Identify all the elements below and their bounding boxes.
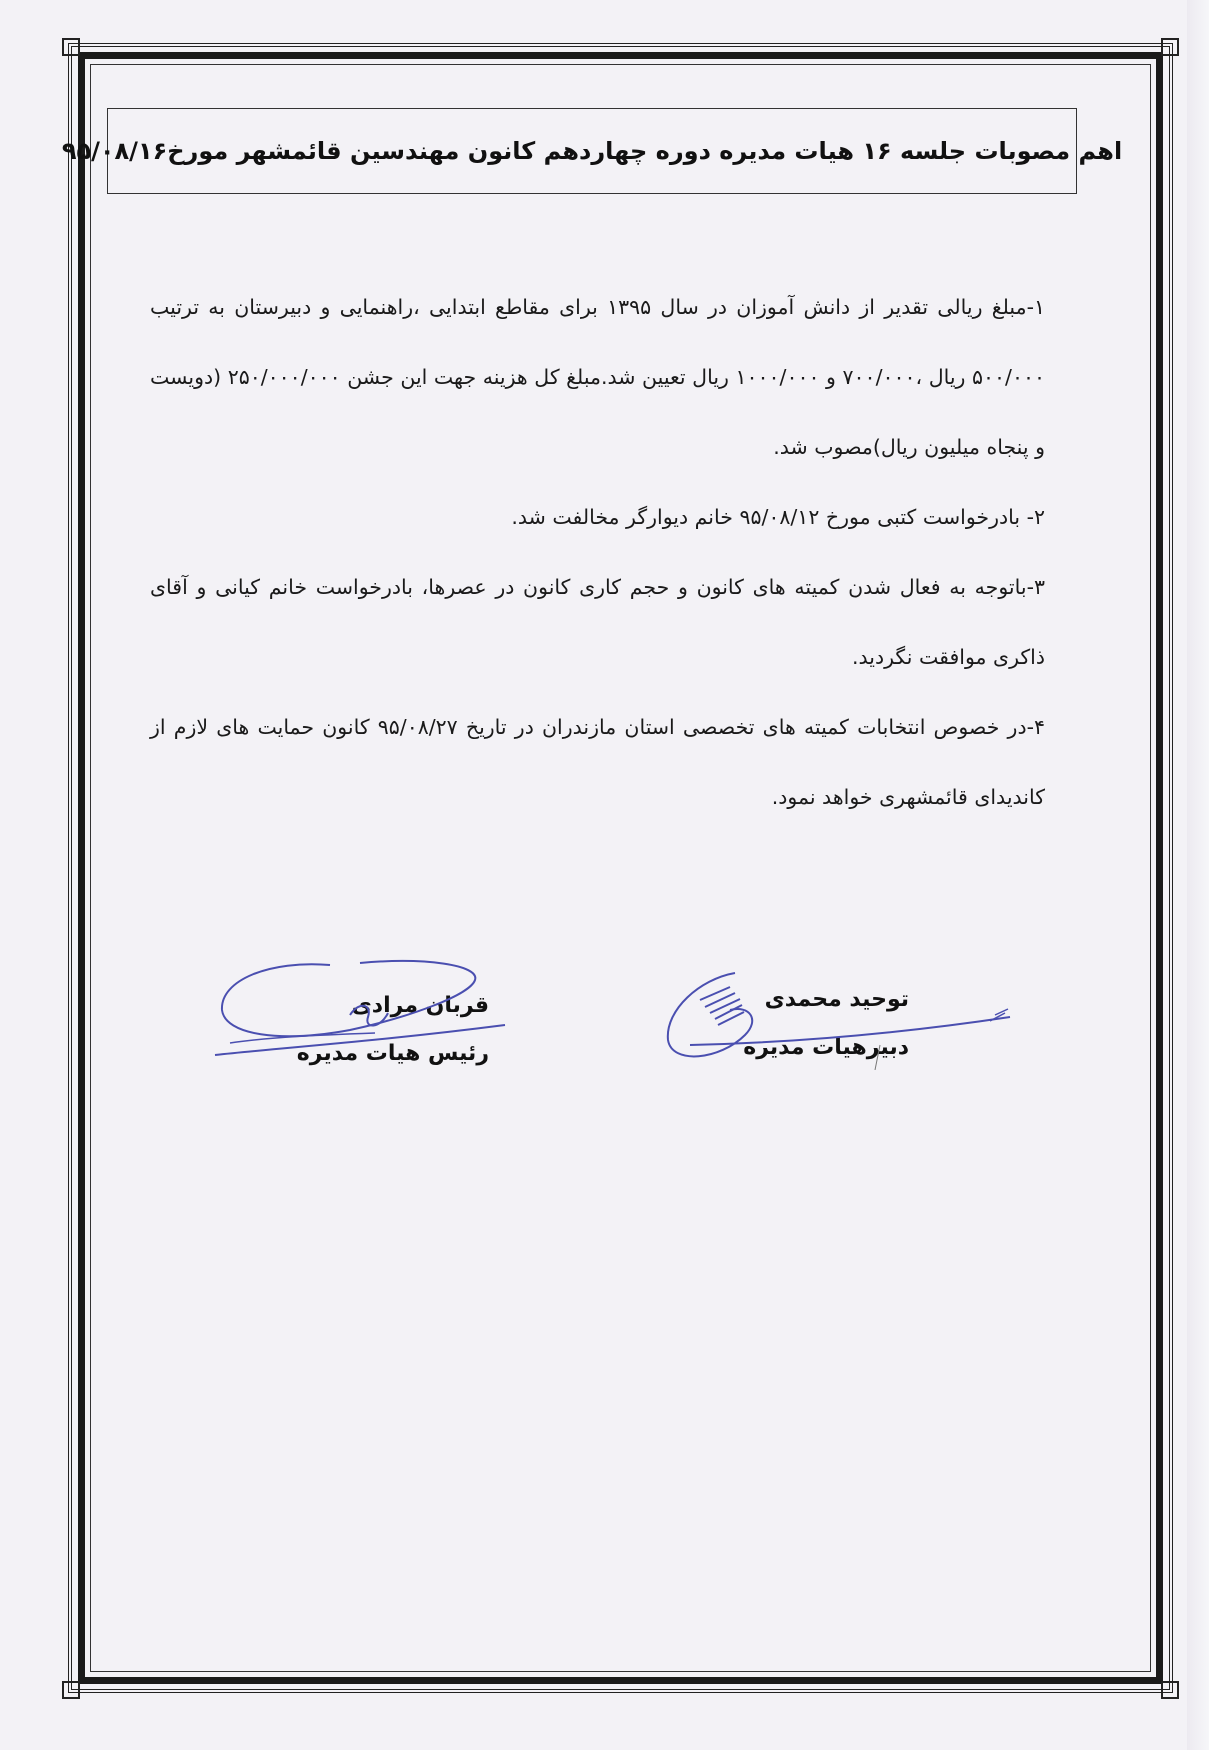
document-title: اهم مصوبات جلسه ۱۶ هیات مدیره دوره چهاردهم کانون مهندسین قائمشهر مورخ۹۵/۰۸/۱۶ [61, 137, 1123, 165]
secretary-role: دبیرهیات مدیره [743, 1035, 909, 1060]
secretary-name: توحید محمدی [764, 987, 909, 1012]
border-corner-bottom-left [62, 1681, 80, 1699]
signature-block-secretary [743, 976, 909, 1072]
border-corner-top-left [62, 38, 80, 56]
resolution-4: ۴-در خصوص انتخابات کمیته های تخصصی استان مازندران در تاریخ ۹۵/۰۸/۲۷ کانون حمایت های لازم از کاندیدای قائمشهری خواهد نمود. [150, 715, 1045, 809]
scan-edge [1187, 0, 1209, 1750]
signature-block-chairman [297, 982, 489, 1078]
resolution-1: ۱-مبلغ ریالی تقدیر از دانش آموزان در سال ۱۳۹۵ برای مقاطع ابتدایی ،راهنمایی و دبیرستان به ترتیب ۵۰۰/۰۰۰ ریال ،۷۰۰/۰۰۰ و ۱۰۰۰/۰۰۰ ریال تعیین شد.مبلغ کل هزینه جهت این جشن ۲۵۰/۰۰۰/۰۰۰ (دویست و پنجاه میلیون ریال)مصوب شد. [150, 295, 1046, 459]
chairman-name: قربان مرادی [351, 993, 489, 1018]
resolution-3: ۳-باتوجه به فعال شدن کمیته های کانون و حجم کاری کانون در عصرها، بادرخواست خانم کیانی و آقای ذاکری موافقت نگردید. [150, 575, 1045, 669]
title-box [61, 108, 1123, 194]
chairman-role: رئیس هیات مدیره [296, 1041, 489, 1066]
resolution-2: ۲- بادرخواست کتبی مورخ ۹۵/۰۸/۱۲ خانم دیوارگر مخالفت شد. [511, 505, 1045, 529]
border-corner-top-right [1161, 38, 1179, 56]
border-corner-bottom-right [1161, 1681, 1179, 1699]
document-body [150, 272, 1045, 832]
